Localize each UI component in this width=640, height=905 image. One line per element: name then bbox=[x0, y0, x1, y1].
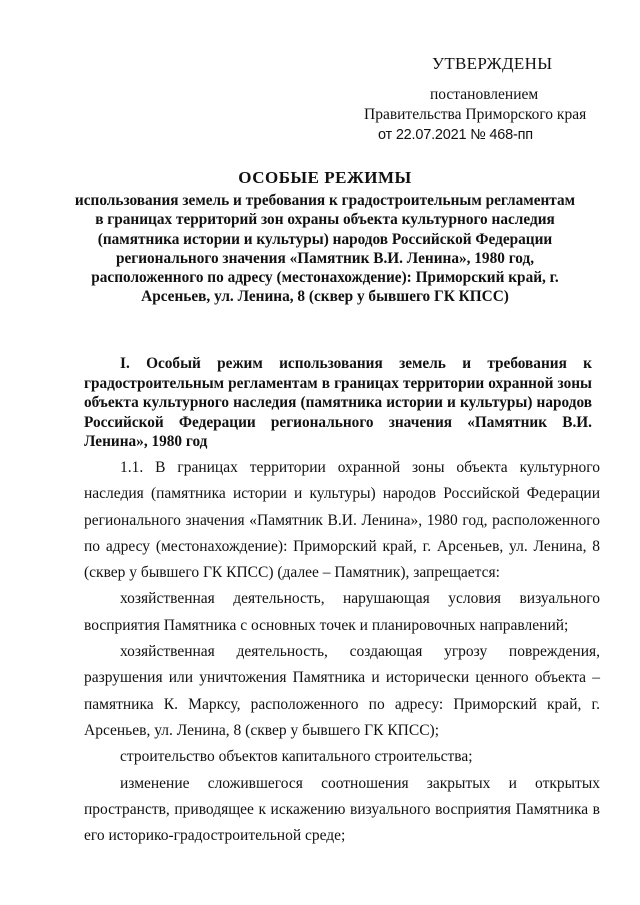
approval-title: УТВЕРЖДЕНЫ bbox=[432, 54, 553, 73]
document-title: ОСОБЫЕ РЕЖИМЫ bbox=[238, 168, 412, 187]
body-text bbox=[84, 455, 600, 849]
approval-line-resolution: постановлением bbox=[430, 86, 539, 103]
document-subtitle: использования земель и требования к градостроительным регламентам в границах территорий зон охраны объекта культурного наследия (памятника истории и культуры) народов Российской Федерации регионального значения «Памятник В.И. Ленина», 1980 год, расположенного по адресу (местонахождение): Приморский край, г. Арсеньев, ул. Ленина, 8 (сквер у бывшего ГК КПСС) bbox=[74, 192, 576, 306]
paragraph-construction: строительство объектов капитального строительства; bbox=[120, 748, 473, 766]
paragraph-1-1: 1.1. В границах территории охранной зоны объекта культурного наследия (памятника истории и культуры) народов Российской Федерации регионального значения «Памятник В.И. Ленина», 1980 год, расположенного по адресу (местонахождение): Приморский край, г. Арсеньев, ул. Ленина, 8 (сквер у бывшего ГК КПСС) (далее – Памятник), запрещается: bbox=[84, 459, 600, 582]
approval-line-date-number: от 22.07.2021 № 468-пп bbox=[378, 127, 533, 143]
paragraph-damage-threat: хозяйственная деятельность, создающая угрозу повреждения, разрушения или уничтожения Памятника и исторически ценного объекта – памятника К. Марксу, расположенного по адресу: Приморский край, г. Арсеньев, ул. Ленина, 8 (сквер у бывшего ГК КПСС); bbox=[84, 643, 600, 739]
paragraph-visual-perception: хозяйственная деятельность, нарушающая условия визуального восприятия Памятника с основных точек и планировочных направлений; bbox=[84, 590, 600, 634]
section-heading bbox=[84, 354, 592, 452]
section-heading-text: I. Особый режим использования земель и требования к градостроительным регламентам в границах территории охранной зоны объекта культурного наследия (памятника истории и культуры) народов Российской Федерации регионального значения «Памятник В.И. Ленина», 1980 год bbox=[84, 355, 592, 451]
approval-line-government: Правительства Приморского края bbox=[364, 106, 587, 123]
paragraph-spaces-ratio: изменение сложившегося соотношения закрытых и открытых пространств, приводящее к искажению визуального восприятия Памятника в его историко-градостроительной среде; bbox=[84, 774, 600, 845]
